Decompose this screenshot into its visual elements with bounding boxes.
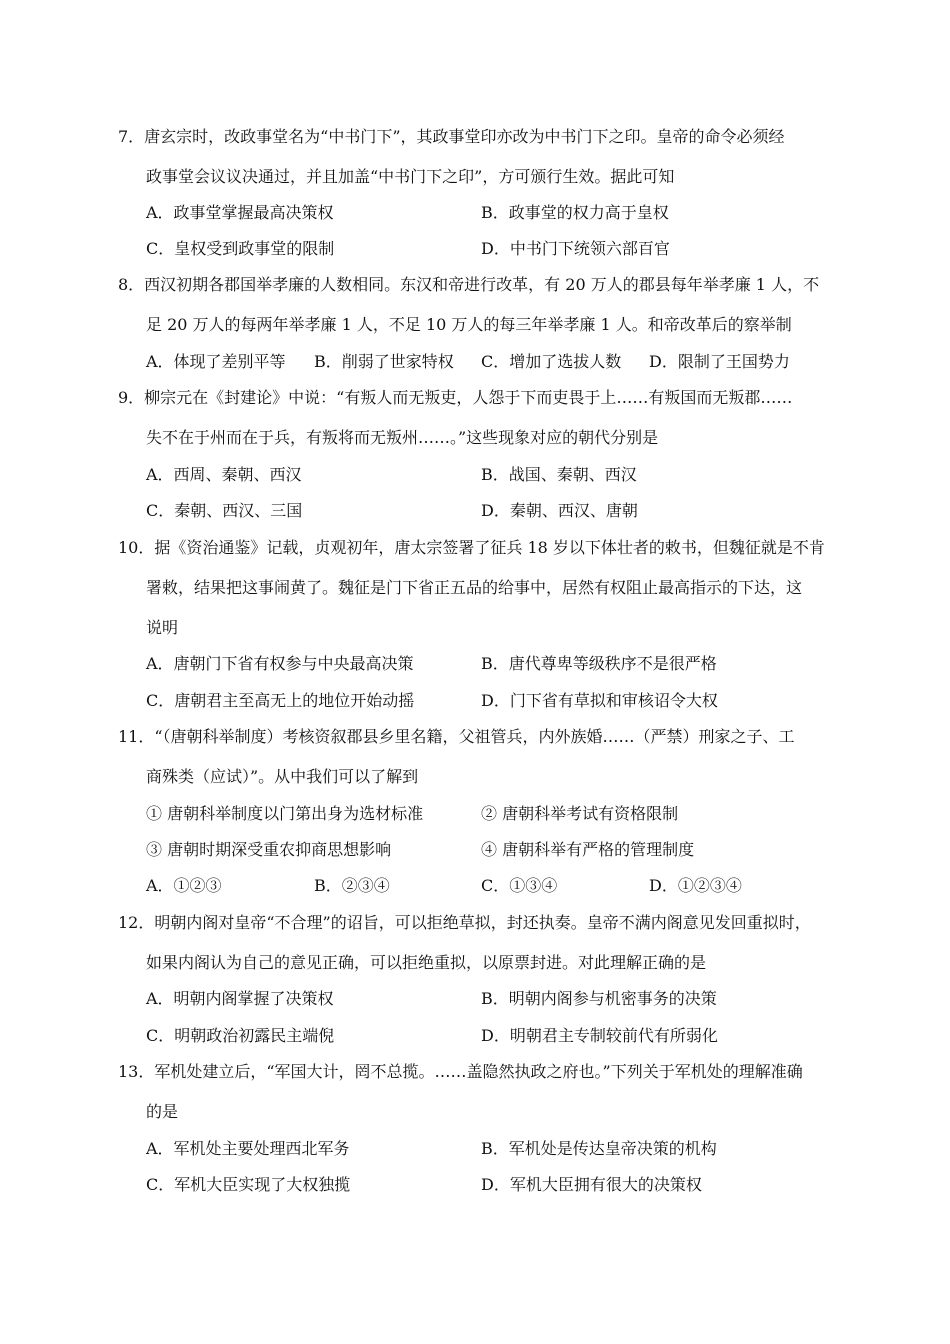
question-8-stem-line-2: 足 20 万人的每两年举孝廉 1 人，不足 10 万人的每三年举孝廉 1 人。和帝改革后的察举制 bbox=[146, 315, 792, 334]
question-11-stem-line-1: 11．“（唐朝科举制度）考核资叙郡县乡里名籍，父祖管兵，内外族婚……（严禁）刑家之子、工 bbox=[118, 727, 795, 746]
question-8-option-a: A．体现了差别平等 bbox=[146, 352, 286, 371]
question-12-option-d: D．明朝君主专制较前代有所弱化 bbox=[481, 1026, 718, 1045]
question-13-option-b: B．军机处是传达皇帝决策的机构 bbox=[481, 1139, 717, 1158]
question-10-stem-line-1: 10．据《资治通鉴》记载，贞观初年，唐太宗签署了征兵 18 岁以下体壮者的敕书，但魏征就是不肯 bbox=[118, 538, 825, 557]
question-8-option-c: C．增加了选拔人数 bbox=[481, 352, 622, 371]
question-10-option-c: C．唐朝君主至高无上的地位开始动摇 bbox=[146, 691, 415, 710]
question-10-stem-line-3: 说明 bbox=[146, 618, 179, 637]
question-8-option-b: B．削弱了世家特权 bbox=[314, 352, 454, 371]
question-11-item-4: ④ 唐朝科举有严格的管理制度 bbox=[481, 840, 695, 859]
question-7-option-a: A．政事堂掌握最高决策权 bbox=[146, 203, 334, 222]
question-13-stem-line-1: 13．军机处建立后，“军国大计，罔不总揽。……盖隐然执政之府也。”下列关于军机处的理解准确 bbox=[118, 1062, 803, 1081]
question-7-option-c: C．皇权受到政事堂的限制 bbox=[146, 239, 335, 258]
question-11-item-1: ① 唐朝科举制度以门第出身为选材标准 bbox=[146, 804, 424, 823]
question-12-stem-line-1: 12．明朝内阁对皇帝“不合理”的诏旨，可以拒绝草拟，封还执奏。皇帝不满内阁意见发回重拟时， bbox=[118, 913, 811, 932]
question-11-item-3: ③ 唐朝时期深受重农抑商思想影响 bbox=[146, 840, 392, 859]
question-11-option-a: A．①②③ bbox=[146, 876, 222, 895]
question-7-stem-line-1: 7．唐玄宗时，改政事堂名为“中书门下”，其政事堂印亦改为中书门下之印。皇帝的命令必须经 bbox=[118, 127, 785, 146]
question-10-option-d: D．门下省有草拟和审核诏令大权 bbox=[481, 691, 718, 710]
question-9-option-d: D．秦朝、西汉、唐朝 bbox=[481, 501, 638, 520]
question-13-option-d: D．军机大臣拥有很大的决策权 bbox=[481, 1175, 702, 1194]
question-12-stem-line-2: 如果内阁认为自己的意见正确，可以拒绝重拟，以原票封进。对此理解正确的是 bbox=[146, 953, 707, 972]
question-9-stem-line-2: 失不在于州而在于兵，有叛将而无叛州……。”这些现象对应的朝代分别是 bbox=[146, 428, 659, 447]
question-13-stem-line-2: 的是 bbox=[146, 1102, 179, 1121]
question-9-option-c: C．秦朝、西汉、三国 bbox=[146, 501, 303, 520]
question-9-option-a: A．西周、秦朝、西汉 bbox=[146, 465, 302, 484]
question-10-option-a: A．唐朝门下省有权参与中央最高决策 bbox=[146, 654, 414, 673]
question-11-option-b: B．②③④ bbox=[314, 876, 390, 895]
question-7-option-d: D．中书门下统领六部百官 bbox=[481, 239, 670, 258]
question-13-option-c: C．军机大臣实现了大权独揽 bbox=[146, 1175, 351, 1194]
question-7-option-b: B．政事堂的权力高于皇权 bbox=[481, 203, 669, 222]
question-7-stem-line-2: 政事堂会议议决通过，并且加盖“中书门下之印”，方可颁行生效。据此可知 bbox=[146, 167, 675, 186]
question-13-option-a: A．军机处主要处理西北军务 bbox=[146, 1139, 350, 1158]
question-8-option-d: D．限制了王国势力 bbox=[649, 352, 790, 371]
question-10-stem-line-2: 署敕，结果把这事闹黄了。魏征是门下省正五品的给事中，居然有权阻止最高指示的下达，这 bbox=[146, 578, 803, 597]
question-10-option-b: B．唐代尊卑等级秩序不是很严格 bbox=[481, 654, 717, 673]
question-9-stem-line-1: 9．柳宗元在《封建论》中说：“有叛人而无叛吏，人怨于下而吏畏于上……有叛国而无叛郡…… bbox=[118, 388, 793, 407]
question-9-option-b: B．战国、秦朝、西汉 bbox=[481, 465, 637, 484]
question-11-option-d: D．①②③④ bbox=[649, 876, 742, 895]
question-12-option-a: A．明朝内阁掌握了决策权 bbox=[146, 989, 334, 1008]
question-12-option-c: C．明朝政治初露民主端倪 bbox=[146, 1026, 335, 1045]
question-12-option-b: B．明朝内阁参与机密事务的决策 bbox=[481, 989, 717, 1008]
question-11-stem-line-2: 商殊类（应试）”。从中我们可以了解到 bbox=[146, 767, 419, 786]
question-11-option-c: C．①③④ bbox=[481, 876, 558, 895]
question-8-stem-line-1: 8．西汉初期各郡国举孝廉的人数相同。东汉和帝进行改革，有 20 万人的郡县每年举孝廉 1 人，不 bbox=[118, 275, 820, 294]
question-11-item-2: ② 唐朝科举考试有资格限制 bbox=[481, 804, 679, 823]
